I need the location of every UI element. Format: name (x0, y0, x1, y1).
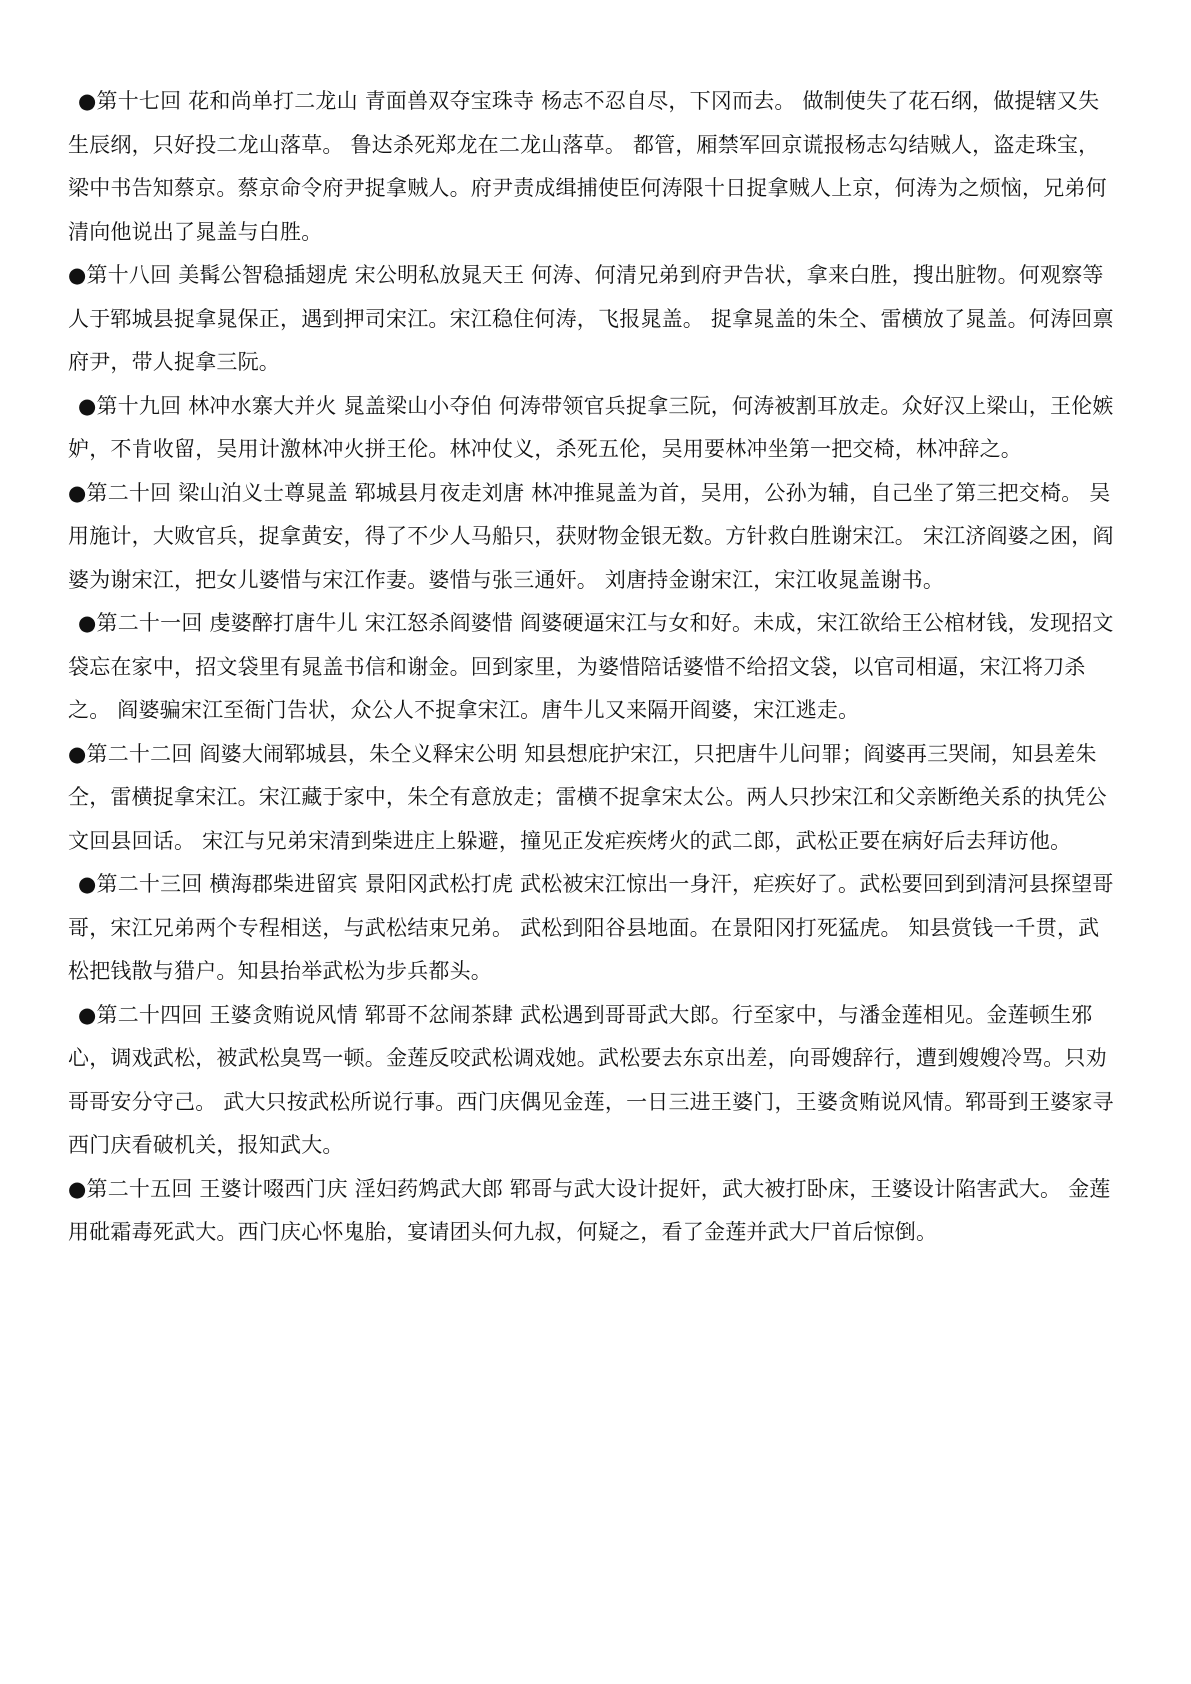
chapter-number: 第十九回 (96, 393, 182, 418)
chapter-title: 王婆贪贿说风情 郓哥不忿闹茶肆 (209, 1002, 514, 1027)
chapter-title: 虔婆醉打唐牛儿 宋江怒杀阎婆惜 (209, 611, 514, 635)
chapter-summary: 武松被宋江惊出一身汗，疟疾好了。武松要回到到清河县探望哥哥，宋江兄弟两个专程相送，与武松结束兄弟。 武松到阳谷县地面。在景阳冈打死猛虎。 知县赏钱一千贯，武松把钱散与猎户。知县抬举武松为步兵都头。 (68, 872, 1114, 983)
chapter-title: 林冲水寨大并火 晁盖梁山小夺伯 (188, 393, 492, 418)
chapter-paragraph-23 (68, 863, 1116, 994)
bullet-icon: ● (78, 393, 97, 418)
chapter-title: 美髯公智稳插翅虎 宋公明私放晁天王 (178, 263, 525, 287)
chapter-title: 阎婆大闹郓城县，朱仝义释宋公明 (199, 741, 518, 766)
chapter-title: 王婆计啜西门庆 淫妇药鸩武大郎 (199, 1176, 504, 1201)
chapter-paragraph-18 (68, 254, 1116, 385)
chapter-paragraph-22 (68, 733, 1116, 864)
bullet-icon: ● (68, 1176, 87, 1201)
document-page (68, 80, 1116, 1255)
chapter-title: 梁山泊义士尊晁盖 郓城县月夜走刘唐 (178, 480, 525, 505)
chapter-summary: 武松遇到哥哥武大郎。行至家中，与潘金莲相见。金莲顿生邪心，调戏武松，被武松臭骂一顿。金莲反咬武松调戏她。武松要去东京出差，向哥嫂辞行，遭到嫂嫂冷骂。只劝哥哥安分守己。 武大只按武松所说行事。西门庆偶见金莲，一日三进王婆门，王婆贪贿说风情。郓哥到王婆家寻西门庆看破机关，报知武大。 (68, 1002, 1114, 1157)
chapter-summary: 阎婆硬逼宋江与女和好。未成，宋江欲给王公棺材钱，发现招文袋忘在家中，招文袋里有晁盖书信和谢金。回到家里，为婆惜陪话婆惜不给招文袋，以官司相逼，宋江将刀杀之。 阎婆骗宋江至衙门告状，众公人不捉拿宋江。唐牛儿又来隔开阎婆，宋江逃走。 (68, 611, 1114, 722)
chapter-summary: 郓哥与武大设计捉奸，武大被打卧床，王婆设计陷害武大。 金莲用砒霜毒死武大。西门庆心怀鬼胎，宴请团头何九叔，何疑之，看了金莲并武大尸首后惊倒。 (68, 1176, 1111, 1244)
chapter-number: 第二十五回 (86, 1176, 193, 1201)
chapter-title: 花和尚单打二龙山 青面兽双夺宝珠寺 (188, 89, 535, 113)
chapter-summary: 知县想庇护宋江，只把唐牛儿问罪；阎婆再三哭闹，知县差朱仝，雷横捉拿宋江。宋江藏于家中，朱仝有意放走；雷横不捉拿宋太公。两人只抄宋江和父亲断绝关系的执凭公文回县回话。 宋江与兄弟宋清到柴进庄上躲避，撞见正发疟疾烤火的武二郎，武松正要在病好后去拜访他。 (68, 741, 1107, 853)
chapter-paragraph-20 (68, 472, 1116, 603)
bullet-icon: ● (78, 89, 97, 113)
chapter-paragraph-17 (68, 80, 1116, 254)
chapter-number: 第十八回 (86, 263, 172, 287)
bullet-icon: ● (68, 480, 87, 505)
chapter-number: 第二十一回 (96, 611, 203, 635)
bullet-icon: ● (68, 741, 87, 766)
chapter-number: 第二十三回 (96, 872, 203, 896)
chapter-paragraph-19 (68, 385, 1116, 472)
chapter-number: 第二十四回 (96, 1002, 203, 1027)
chapter-paragraph-21 (68, 602, 1116, 733)
chapter-number: 第二十回 (86, 480, 172, 505)
chapter-number: 第十七回 (96, 89, 182, 113)
chapter-summary: 杨志不忍自尽，下冈而去。 做制使失了花石纲，做提辖又失生辰纲，只好投二龙山落草。 鲁达杀死郑龙在二龙山落草。 都管，厢禁军回京谎报杨志勾结贼人，盗走珠宝，梁中书告知蔡京。蔡京命令府尹捉拿贼人。府尹责成缉捕使臣何涛限十日捉拿贼人上京，何涛为之烦恼，兄弟何清向他说出了晁盖与白胜。 (68, 89, 1107, 244)
chapter-number: 第二十二回 (86, 741, 193, 766)
bullet-icon: ● (78, 1002, 97, 1027)
chapter-summary: 何涛、何清兄弟到府尹告状，拿来白胜，搜出脏物。何观察等人于郓城县捉拿晁保正，遇到押司宋江。宋江稳住何涛，飞报晁盖。 捉拿晁盖的朱仝、雷横放了晁盖。何涛回禀府尹，带人捉拿三阮。 (68, 263, 1114, 374)
bullet-icon: ● (68, 263, 87, 287)
chapter-paragraph-25 (68, 1168, 1116, 1255)
bullet-icon: ● (78, 872, 97, 896)
bullet-icon: ● (78, 611, 97, 635)
chapter-paragraph-24 (68, 994, 1116, 1168)
chapter-summary: 何涛带领官兵捉拿三阮，何涛被割耳放走。众好汉上梁山，王伦嫉妒，不肯收留，吴用计激林冲火拼王伦。林冲仗义，杀死五伦，吴用要林冲坐第一把交椅，林冲辞之。 (68, 393, 1114, 461)
chapter-title: 横海郡柴进留宾 景阳冈武松打虎 (209, 872, 514, 896)
chapter-summary: 林冲推晁盖为首，吴用，公孙为辅，自己坐了第三把交椅。 吴用施计，大败官兵，捉拿黄安，得了不少人马船只，获财物金银无数。方针救白胜谢宋江。 宋江济阎婆之困，阎婆为谢宋江，把女儿婆惜与宋江作妻。婆惜与张三通奸。 刘唐持金谢宋江，宋江收晁盖谢书。 (68, 480, 1114, 592)
